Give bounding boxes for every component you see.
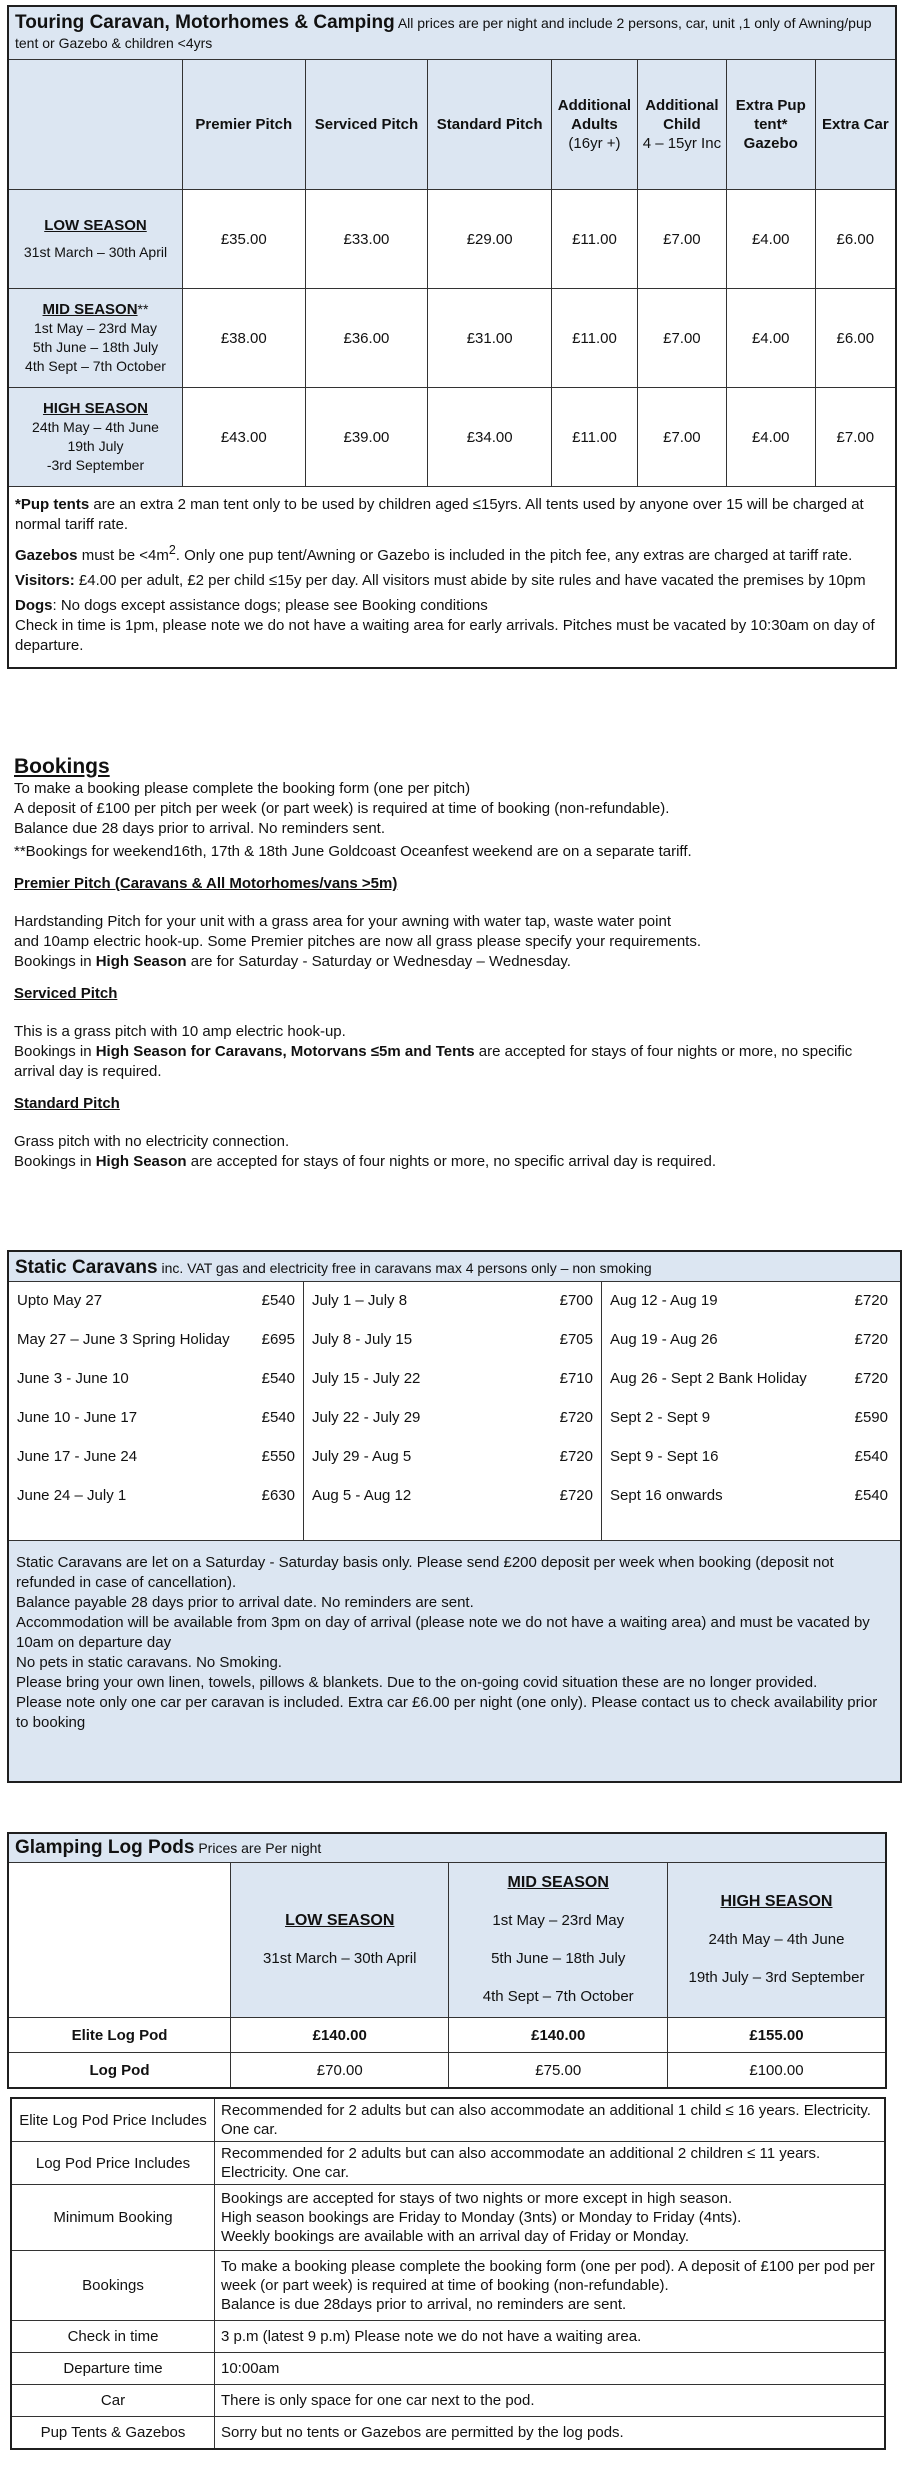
static-price-columns xyxy=(9,1282,900,1541)
touring-col-header-sub: 4 – 15yr Inc xyxy=(642,135,722,152)
bookings-oceanfest-note: **Bookings for weekend16th, 17th & 18th June Goldcoast Oceanfest weekend are on a separate tariff. xyxy=(14,843,692,860)
touring-col-header xyxy=(182,60,305,190)
visitors-text: £4.00 per adult, £2 per child ≤15y per day. All visitors must abide by site rules and have vacated the premises by 10pm xyxy=(74,572,866,589)
standard-high-bold: High Season xyxy=(95,1153,187,1170)
pod-info-label: Minimum Booking xyxy=(11,2185,215,2251)
pod-info-line: Sorry but no tents or Gazebos are permitted by the log pods. xyxy=(221,2423,624,2441)
touring-price-cell: £7.00 xyxy=(637,388,726,487)
touring-season-name-line xyxy=(10,399,181,418)
touring-price-cell: £35.00 xyxy=(182,190,305,289)
premier-pitch-high-season xyxy=(14,952,894,972)
glamping-price-table xyxy=(7,1832,887,2089)
static-note: Please bring your own linen, towels, pillows & blankets. Due to the on-going covid situation these are no longer provided. xyxy=(16,1674,818,1691)
static-price: £720 xyxy=(559,1409,593,1426)
touring-season-suffix: ** xyxy=(137,301,149,317)
pod-info-value xyxy=(215,2251,886,2321)
touring-col-header xyxy=(428,60,552,190)
static-price: £540 xyxy=(261,1370,295,1387)
touring-season-dates: -3rd September xyxy=(46,457,145,473)
dogs-label: Dogs xyxy=(15,597,53,614)
static-price-row xyxy=(610,1485,888,1524)
touring-col-header xyxy=(815,60,896,190)
pod-info-row xyxy=(11,2185,885,2251)
static-price: £540 xyxy=(261,1292,295,1309)
static-price: £695 xyxy=(261,1331,295,1348)
pod-info-line: Recommended for 2 adults but can also accommodate an additional 1 child ≤ 16 years. Electricity. One car. xyxy=(221,2102,871,2138)
pod-info-value xyxy=(215,2321,886,2353)
static-notes xyxy=(9,1541,900,1781)
static-price-row xyxy=(610,1446,888,1485)
static-price: £720 xyxy=(854,1331,888,1348)
pod-info-line: Balance is due 28days prior to arrival, no reminders are sent. xyxy=(221,2296,627,2313)
pod-info-label: Car xyxy=(11,2385,215,2417)
glamping-season-cell xyxy=(667,1863,886,2018)
pod-info-line: To make a booking please complete the booking form (one per pod). A deposit of £100 per pod per week (or part week) is required at time of booking (non-refundable). xyxy=(221,2258,875,2294)
touring-season-cell xyxy=(8,388,182,487)
static-date-range: Aug 26 - Sept 2 Bank Holiday xyxy=(610,1370,807,1387)
pod-info-label: Pup Tents & Gazebos xyxy=(11,2417,215,2449)
static-date-range: June 10 - June 17 xyxy=(17,1409,138,1426)
static-price-row xyxy=(17,1446,295,1485)
pod-info-line: Bookings are accepted for stays of two nights or more except in high season. xyxy=(221,2190,733,2207)
glamping-pod-price: £155.00 xyxy=(667,2018,886,2053)
standard-pitch-heading: Standard Pitch xyxy=(14,1095,120,1112)
static-price-row xyxy=(312,1407,593,1446)
pod-info-row xyxy=(11,2417,885,2449)
static-note: Static Caravans are let on a Saturday - Saturday basis only. Please send £200 deposit per week when booking (deposit not refunded in case of cancellation). xyxy=(16,1554,834,1591)
serviced-pitch-high-season xyxy=(14,1042,894,1082)
touring-notes-row xyxy=(8,487,896,669)
touring-season-row xyxy=(8,190,896,289)
touring-price-cell: £31.00 xyxy=(428,289,552,388)
touring-note xyxy=(15,540,889,566)
pod-info-row xyxy=(11,2251,885,2321)
touring-col-header xyxy=(637,60,726,190)
premier-high-bold: High Season xyxy=(95,953,187,970)
touring-price-cell: £11.00 xyxy=(551,289,637,388)
static-price-row xyxy=(610,1368,888,1407)
glamping-season-name: HIGH SEASON xyxy=(720,1893,833,1910)
static-price: £540 xyxy=(854,1448,888,1465)
touring-season-name-line xyxy=(10,300,181,319)
touring-season-dates: 24th May – 4th June xyxy=(32,419,159,435)
touring-season-dates: 4th Sept – 7th October xyxy=(25,358,166,374)
standard-pitch-high-season xyxy=(14,1152,894,1172)
glamping-season-name-line xyxy=(450,1864,665,1902)
touring-col-header-label: Additional Child xyxy=(645,97,719,133)
static-price-row xyxy=(312,1485,593,1524)
glamping-season-row xyxy=(8,1863,886,2018)
static-price-row xyxy=(17,1407,295,1446)
pod-info-line: 10:00am xyxy=(221,2360,280,2377)
pod-info-line: There is only space for one car next to the pod. xyxy=(221,2392,535,2409)
glamping-pod-name: Elite Log Pod xyxy=(8,2018,231,2053)
touring-price-cell: £4.00 xyxy=(726,289,815,388)
checkin-text: Check in time is 1pm, please note we do not have a waiting area for early arrivals. Pitches must be vacated by 10:30am on day of departure. xyxy=(15,617,875,654)
touring-title: Touring Caravan, Motorhomes & Camping xyxy=(15,12,395,33)
standard-high-post: are accepted for stays of four nights or more, no specific arrival day is required. xyxy=(186,1153,716,1170)
static-note: Accommodation will be available from 3pm on day of arrival (please note we do not have a waiting area) and must be vacated by 10am on departure day xyxy=(16,1614,870,1651)
static-date-range: July 29 - Aug 5 xyxy=(312,1448,412,1465)
static-price: £720 xyxy=(559,1448,593,1465)
pod-info-value xyxy=(215,2417,886,2449)
glamping-pod-price: £140.00 xyxy=(449,2018,667,2053)
static-title-note: inc. VAT gas and electricity free in caravans max 4 persons only – non smoking xyxy=(161,1260,652,1276)
glamping-season-name: MID SEASON xyxy=(507,1874,609,1891)
touring-col-header-label: Extra Car xyxy=(821,116,889,133)
glamping-pod-name: Log Pod xyxy=(8,2053,231,2089)
bookings-intro-3: Balance due 28 days prior to arrival. No reminders sent. xyxy=(14,820,386,837)
pod-info-table xyxy=(10,2097,886,2450)
static-date-range: July 8 - July 15 xyxy=(312,1331,413,1348)
touring-price-table xyxy=(7,5,897,669)
static-price-row xyxy=(17,1290,295,1329)
pod-info-value xyxy=(215,2142,886,2185)
pod-info-label: Bookings xyxy=(11,2251,215,2321)
static-date-range: Aug 19 - Aug 26 xyxy=(610,1331,718,1348)
pod-info-label: Departure time xyxy=(11,2353,215,2385)
glamping-corner-cell xyxy=(8,1863,231,2018)
static-note: Balance payable 28 days prior to arrival date. No reminders are sent. xyxy=(16,1594,474,1611)
touring-col-header-sub: (16yr +) xyxy=(568,135,621,152)
touring-price-cell: £11.00 xyxy=(551,190,637,289)
static-date-range: June 3 - June 10 xyxy=(17,1370,129,1387)
static-price-row xyxy=(17,1485,295,1524)
pod-info-line: Weekly bookings are available with an arrival day of Friday or Monday. xyxy=(221,2228,690,2245)
touring-price-cell: £39.00 xyxy=(305,388,428,487)
spacer xyxy=(10,235,181,243)
pod-info-row xyxy=(11,2142,885,2185)
premier-high-post: are for Saturday - Saturday or Wednesday – Wednesday. xyxy=(186,953,571,970)
pod-info-line: Recommended for 2 adults but can also accommodate an additional 2 children ≤ 11 years. Electricity. One car. xyxy=(221,2145,821,2181)
glamping-season-dates: 5th June – 18th July xyxy=(491,1950,626,1967)
touring-price-cell: £36.00 xyxy=(305,289,428,388)
static-price: £550 xyxy=(261,1448,295,1465)
touring-season-cell xyxy=(8,289,182,388)
touring-header-row xyxy=(8,60,896,190)
static-price: £540 xyxy=(854,1487,888,1504)
serviced-high-post: are accepted for stays of four nights or more, no specific arrival day is required. xyxy=(14,1043,853,1080)
touring-season-dates: 1st May – 23rd May xyxy=(34,320,157,336)
static-price-column xyxy=(303,1282,601,1540)
touring-col-header xyxy=(551,60,637,190)
touring-season-dates: 19th July xyxy=(67,438,124,454)
static-price: £720 xyxy=(854,1292,888,1309)
touring-season-cell xyxy=(8,190,182,289)
static-price-row xyxy=(17,1329,295,1368)
static-date-range: Upto May 27 xyxy=(17,1292,103,1309)
touring-season-name: MID SEASON xyxy=(42,301,138,318)
static-date-range: May 27 – June 3 Spring Holiday xyxy=(17,1331,230,1348)
glamping-season-dates: 4th Sept – 7th October xyxy=(482,1988,634,2005)
touring-price-cell: £6.00 xyxy=(815,289,896,388)
pod-info-row xyxy=(11,2385,885,2417)
static-price-row xyxy=(312,1290,593,1329)
static-date-range: June 24 – July 1 xyxy=(17,1487,127,1504)
pod-info-label: Log Pod Price Includes xyxy=(11,2142,215,2185)
touring-col-header-label: Premier Pitch xyxy=(195,116,293,133)
touring-title-cell xyxy=(8,6,896,60)
touring-season-name-line xyxy=(10,216,181,235)
visitors-label: Visitors: xyxy=(15,572,75,589)
static-price-row xyxy=(312,1446,593,1485)
glamping-title-note: Prices are Per night xyxy=(198,1840,322,1856)
touring-note xyxy=(15,571,889,591)
glamping-pod-price: £100.00 xyxy=(667,2053,886,2089)
serviced-high-bold: High Season for Caravans, Motorvans ≤5m and Tents xyxy=(95,1043,475,1060)
touring-season-name: HIGH SEASON xyxy=(42,400,148,417)
glamping-pod-row xyxy=(8,2053,886,2089)
touring-corner-cell xyxy=(8,60,182,190)
bookings-intro-1: To make a booking please complete the booking form (one per pitch) xyxy=(14,780,471,797)
pup-tents-label: *Pup tents xyxy=(15,496,90,513)
glamping-season-dates: 19th July – 3rd September xyxy=(688,1969,865,1986)
static-date-range: Sept 2 - Sept 9 xyxy=(610,1409,711,1426)
serviced-pitch-heading: Serviced Pitch xyxy=(14,985,118,1002)
premier-pitch-heading: Premier Pitch (Caravans & All Motorhomes/vans >5m) xyxy=(14,875,398,892)
touring-season-dates: 31st March – 30th April xyxy=(23,244,168,260)
touring-col-header xyxy=(726,60,815,190)
pod-info-line: 3 p.m (latest 9 p.m) Please note we do not have a waiting area. xyxy=(221,2328,642,2345)
pod-info-line: High season bookings are Friday to Monday (3nts) or Monday to Friday (4nts). xyxy=(221,2209,742,2226)
pod-info-value xyxy=(215,2185,886,2251)
pod-info-row xyxy=(11,2353,885,2385)
glamping-title: Glamping Log Pods xyxy=(15,1837,195,1858)
pod-info-row xyxy=(11,2321,885,2353)
glamping-pod-price: £75.00 xyxy=(449,2053,667,2089)
static-price: £720 xyxy=(559,1487,593,1504)
glamping-pod-row xyxy=(8,2018,886,2053)
standard-pitch-desc: Grass pitch with no electricity connection. xyxy=(14,1133,290,1150)
touring-season-row xyxy=(8,289,896,388)
serviced-high-pre: Bookings in xyxy=(14,1043,96,1060)
pod-info-row xyxy=(11,2098,885,2142)
static-price-row xyxy=(610,1407,888,1446)
static-price: £705 xyxy=(559,1331,593,1348)
static-date-range: Sept 16 onwards xyxy=(610,1487,723,1504)
touring-price-cell: £29.00 xyxy=(428,190,552,289)
gazebos-sup: 2 xyxy=(168,543,176,557)
touring-price-cell: £43.00 xyxy=(182,388,305,487)
static-price-row xyxy=(312,1329,593,1368)
static-price: £710 xyxy=(559,1370,593,1387)
static-note: Please note only one car per caravan is included. Extra car £6.00 per night (one only). Please contact us to check availability prior to booking xyxy=(16,1694,878,1731)
static-price-column xyxy=(601,1282,896,1540)
gazebos-label: Gazebos xyxy=(15,547,78,564)
glamping-season-cell xyxy=(449,1863,667,2018)
touring-title-note: All prices are per night and include 2 persons, car, unit ,1 only of Awning/pup tent or Gazebo & children <4yrs xyxy=(15,15,872,51)
standard-high-pre: Bookings in xyxy=(14,1153,96,1170)
pup-tents-text: are an extra 2 man tent only to be used by children aged ≤15yrs. All tents used by anyone over 15 will be charged at normal tariff rate. xyxy=(15,496,864,533)
touring-price-cell: £4.00 xyxy=(726,388,815,487)
touring-season-row xyxy=(8,388,896,487)
static-date-range: Sept 9 - Sept 16 xyxy=(610,1448,719,1465)
glamping-season-dates: 24th May – 4th June xyxy=(708,1931,845,1948)
touring-price-cell: £7.00 xyxy=(637,190,726,289)
touring-price-cell: £4.00 xyxy=(726,190,815,289)
glamping-pod-price: £140.00 xyxy=(231,2018,449,2053)
touring-price-cell: £6.00 xyxy=(815,190,896,289)
static-caravans-section xyxy=(7,1250,902,1783)
static-price: £590 xyxy=(854,1409,888,1426)
touring-note xyxy=(15,596,889,656)
dogs-text: : No dogs except assistance dogs; please see Booking conditions xyxy=(52,597,488,614)
pod-info-value xyxy=(215,2098,886,2142)
gazebos-text: must be <4m xyxy=(77,547,169,564)
static-price-row xyxy=(610,1290,888,1329)
touring-price-cell: £34.00 xyxy=(428,388,552,487)
pod-info-value xyxy=(215,2385,886,2417)
glamping-season-name: LOW SEASON xyxy=(285,1912,395,1929)
gazebos-text-2: . Only one pup tent/Awning or Gazebo is included in the pitch fee, any extras are charged at tariff rate. xyxy=(175,547,853,564)
static-date-range: Aug 5 - Aug 12 xyxy=(312,1487,412,1504)
touring-col-header-label: Extra Pup tent* Gazebo xyxy=(735,97,806,152)
static-title: Static Caravans xyxy=(15,1257,158,1278)
touring-note xyxy=(15,495,889,535)
glamping-title-cell xyxy=(8,1833,886,1863)
bookings-section xyxy=(14,757,894,1172)
static-price-row xyxy=(312,1368,593,1407)
glamping-season-name-line xyxy=(669,1883,884,1921)
static-title-bar xyxy=(9,1252,900,1282)
static-date-range: July 22 - July 29 xyxy=(312,1409,421,1426)
touring-price-cell: £7.00 xyxy=(815,388,896,487)
touring-price-cell: £33.00 xyxy=(305,190,428,289)
pod-info-value xyxy=(215,2353,886,2385)
glamping-season-dates: 1st May – 23rd May xyxy=(492,1912,625,1929)
premier-high-pre: Bookings in xyxy=(14,953,96,970)
touring-price-cell: £11.00 xyxy=(551,388,637,487)
static-note: No pets in static caravans. No Smoking. xyxy=(16,1654,282,1671)
static-price: £700 xyxy=(559,1292,593,1309)
glamping-season-name-line xyxy=(232,1902,447,1940)
touring-season-dates: 5th June – 18th July xyxy=(32,339,159,355)
static-price: £630 xyxy=(261,1487,295,1504)
touring-col-header xyxy=(305,60,428,190)
static-price: £540 xyxy=(261,1409,295,1426)
static-date-range: Aug 12 - Aug 19 xyxy=(610,1292,718,1309)
premier-pitch-desc-1: Hardstanding Pitch for your unit with a grass area for your awning with water tap, waste water point xyxy=(14,913,671,930)
glamping-season-cell xyxy=(231,1863,449,2018)
glamping-season-dates: 31st March – 30th April xyxy=(263,1950,417,1967)
static-price-column xyxy=(9,1282,303,1540)
touring-col-header-label: Standard Pitch xyxy=(436,116,543,133)
bookings-heading: Bookings xyxy=(14,755,110,778)
touring-notes xyxy=(8,487,896,669)
static-price: £720 xyxy=(854,1370,888,1387)
pod-info-label: Check in time xyxy=(11,2321,215,2353)
static-date-range: July 1 – July 8 xyxy=(312,1292,408,1309)
static-date-range: July 15 - July 22 xyxy=(312,1370,421,1387)
bookings-intro-2: A deposit of £100 per pitch per week (or part week) is required at time of booking (non-refundable). xyxy=(14,800,670,817)
touring-price-cell: £38.00 xyxy=(182,289,305,388)
premier-pitch-desc-2: and 10amp electric hook-up. Some Premier pitches are now all grass please specify your requirements. xyxy=(14,933,701,950)
touring-col-header-label: Serviced Pitch xyxy=(314,116,419,133)
touring-season-name: LOW SEASON xyxy=(44,217,147,234)
touring-col-header-label: Additional Adults xyxy=(557,97,632,133)
touring-price-cell: £7.00 xyxy=(637,289,726,388)
serviced-pitch-desc: This is a grass pitch with 10 amp electric hook-up. xyxy=(14,1023,346,1040)
pod-info-label: Elite Log Pod Price Includes xyxy=(11,2098,215,2142)
static-price-row xyxy=(17,1368,295,1407)
glamping-pod-price: £70.00 xyxy=(231,2053,449,2089)
static-price-row xyxy=(610,1329,888,1368)
static-date-range: June 17 - June 24 xyxy=(17,1448,138,1465)
